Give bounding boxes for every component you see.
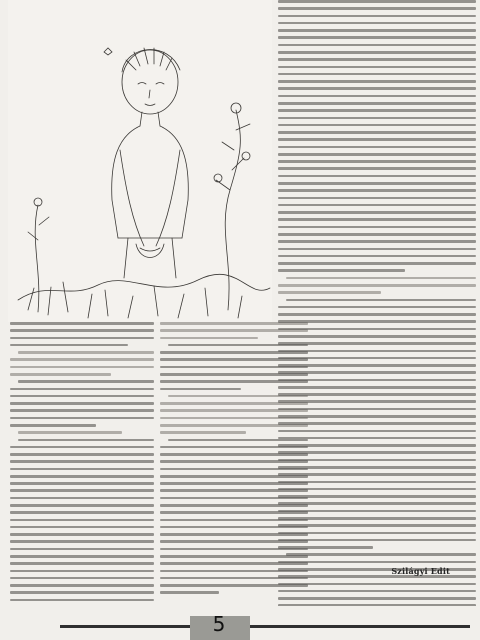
paragraph xyxy=(278,553,476,606)
child-drawing xyxy=(8,0,272,322)
paragraph xyxy=(278,277,476,294)
paragraph xyxy=(10,351,154,375)
paragraph xyxy=(278,299,476,549)
child-illustration xyxy=(8,0,272,322)
paragraph xyxy=(10,380,154,426)
author-byline: Szilágyi Edit xyxy=(391,566,450,576)
footer-rule xyxy=(60,625,470,628)
paragraph xyxy=(10,439,154,607)
page-number: 5 xyxy=(212,612,226,636)
text-column-right xyxy=(278,0,476,606)
paragraph xyxy=(10,322,154,346)
text-column-left xyxy=(10,322,154,606)
paragraph xyxy=(278,0,476,272)
paragraph xyxy=(10,431,154,434)
